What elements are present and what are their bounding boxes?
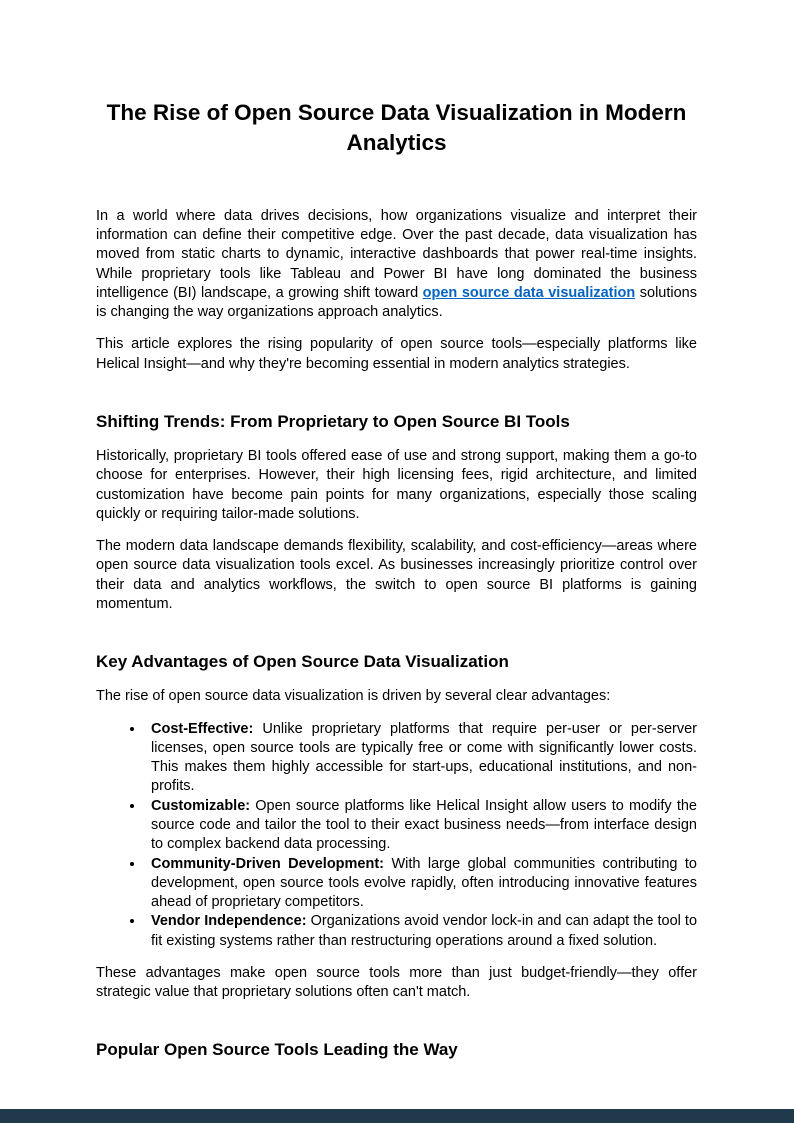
intro-paragraph-1-pre: In a world where data drives decisions, how organizations visualize and interpret their information can define their competitive edge. Over the past decade, data visualization has moved from static charts to dynamic, interactive dashboards that power real-time insights. While proprietary tools like Tableau and Power BI have long dominated the business intelligence (BI) landscape, a growing shift toward	[96, 207, 697, 301]
section-heading-key-advantages: Key Advantages of Open Source Data Visualization	[96, 652, 509, 672]
bullet-text: With large global communities contributing to development, open source tools evolve rapidly, often introducing innovative features ahead of proprietary competitors.	[151, 855, 697, 911]
open-source-data-visualization-link[interactable]: open source data visualization	[422, 284, 636, 301]
advantages-outro-paragraph: These advantages make open source tools more than just budget-friendly—they offer strategic value that proprietary solutions often can't match.	[96, 964, 697, 1001]
intro-paragraph-1-post: solutions is changing the way organizations approach analytics.	[96, 284, 697, 321]
bullet-label: Vendor Independence:	[151, 913, 307, 930]
document-title: The Rise of Open Source Data Visualization in Modern Analytics	[106, 100, 687, 156]
bullet-text: Organizations avoid vendor lock-in and can adapt the tool to fit existing systems rather than restructuring operations around a fixed solution.	[151, 913, 698, 949]
advantages-bullet-list	[96, 720, 697, 951]
bullet-text: Open source platforms like Helical Insight allow users to modify the source code and tailor the tool to their exact business needs—from interface design to complex backend data processing.	[151, 797, 697, 853]
section-heading-shifting-trends: Shifting Trends: From Proprietary to Open Source BI Tools	[96, 412, 570, 431]
bullet-item-vendor-independence	[145, 912, 697, 951]
bullet-item-cost-effective	[145, 720, 697, 797]
bullet-text: Unlike proprietary platforms that require per-user or per-server licenses, open source tools are typically free or come with significantly lower costs. This makes them highly accessible for start-ups, educational institutions, and non-profits.	[151, 720, 697, 795]
intro-paragraph-2: This article explores the rising popularity of open source tools—especially platforms like Helical Insight—and why they're becoming essential in modern analytics strategies.	[96, 336, 697, 372]
bullet-label: Community-Driven Development:	[151, 855, 385, 872]
bullet-label: Customizable:	[151, 797, 251, 814]
footer-bar	[0, 1109, 794, 1123]
bullet-item-community-driven	[145, 855, 697, 913]
trends-paragraph-2: The modern data landscape demands flexibility, scalability, and cost-efficiency—areas where open source data visualization tools excel. As businesses increasingly prioritize control over their data and analytics workflows, the switch to open source BI platforms is gaining momentum.	[96, 538, 697, 612]
bullet-label: Cost-Effective:	[151, 720, 254, 737]
bullet-item-customizable	[145, 797, 697, 855]
section-heading-popular-tools: Popular Open Source Tools Leading the Way	[96, 1040, 458, 1060]
trends-paragraph-1: Historically, proprietary BI tools offered ease of use and strong support, making them a go-to choose for enterprises. However, their high licensing fees, rigid architecture, and limited customization have become pain points for many organizations, especially those scaling quickly or requiring tailor-made solutions.	[96, 448, 697, 522]
advantages-intro-paragraph: The rise of open source data visualization is driven by several clear advantages:	[96, 688, 611, 705]
intro-paragraph-1	[96, 207, 697, 323]
